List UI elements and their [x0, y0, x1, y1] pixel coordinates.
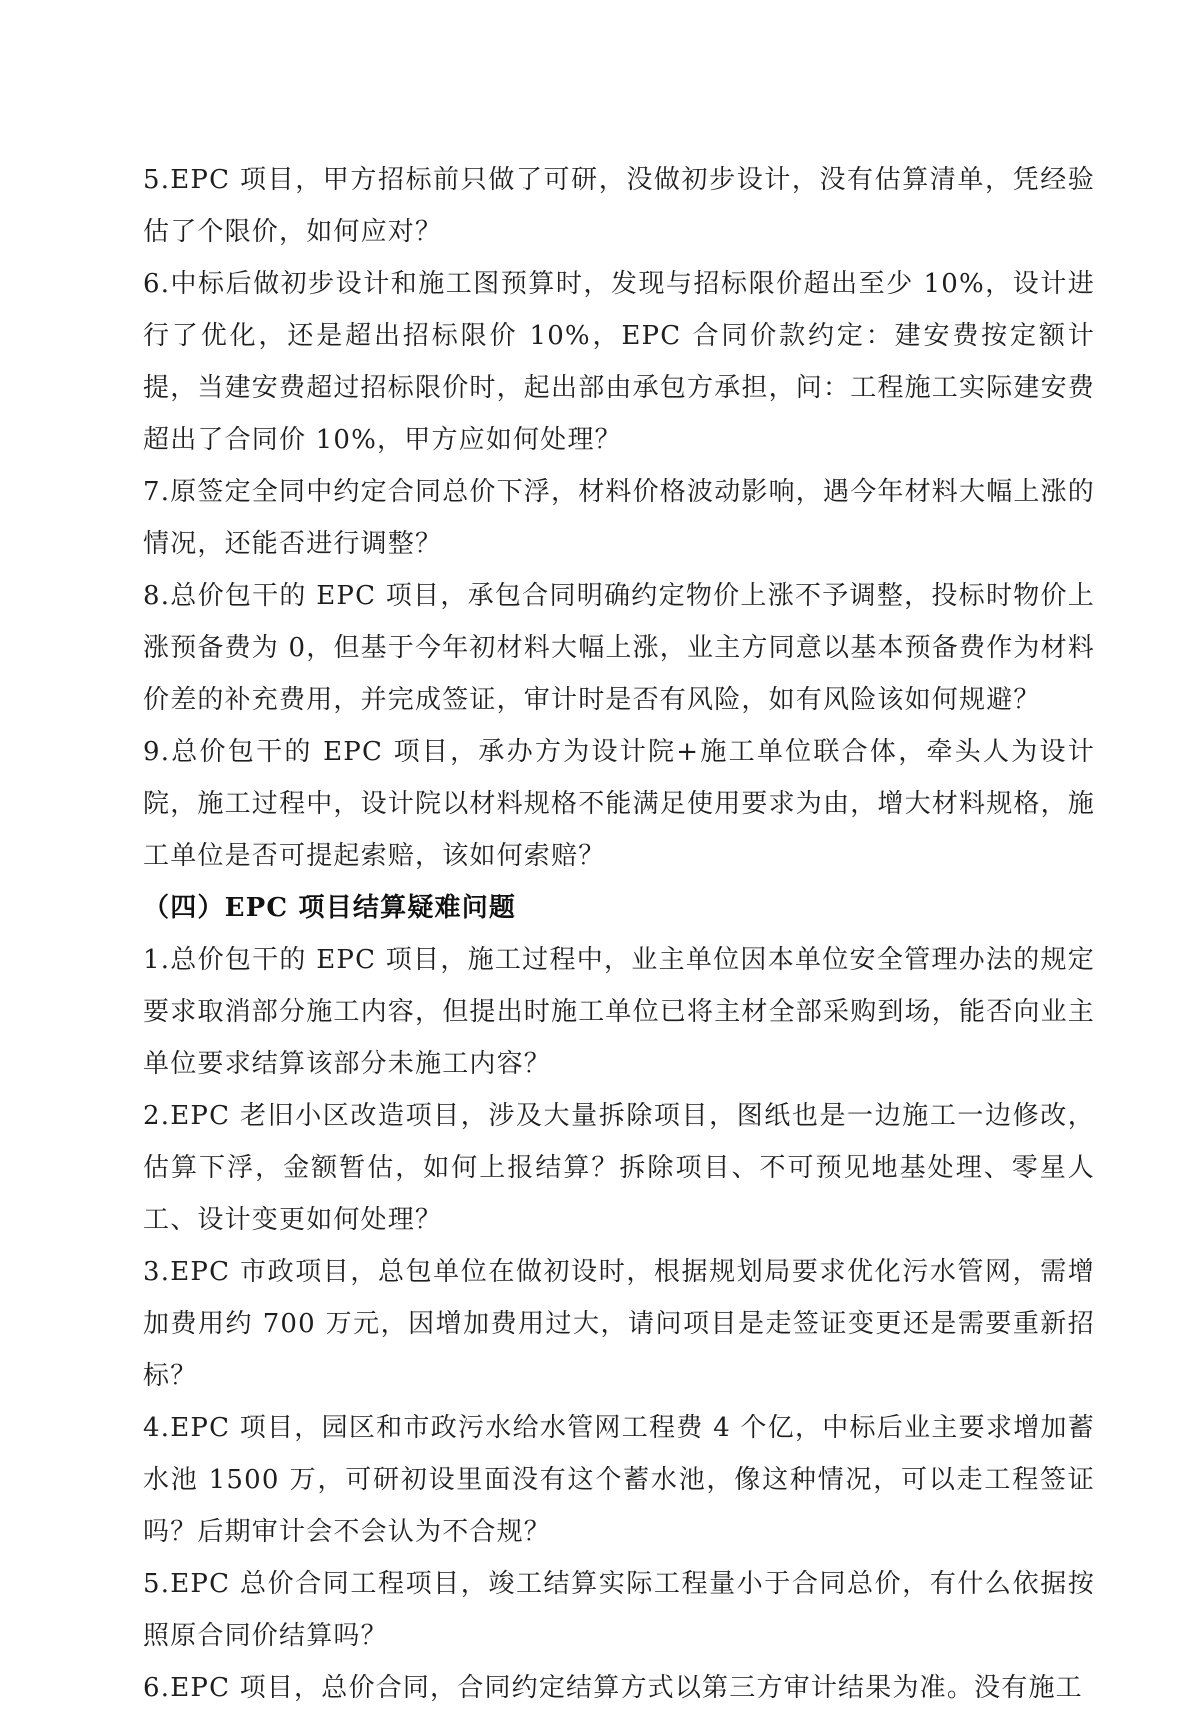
question-5-epc-limit-price: 5.EPC 项目，甲方招标前只做了可研，没做初步设计，没有估算清单，凭经验估了个限价，如何应对？ — [143, 165, 1095, 247]
document-body — [143, 154, 1095, 1714]
settlement-question-1: 1.总价包干的 EPC 项目，施工过程中，业主单位因本单位安全管理办法的规定要求取消部分施工内容，但提出时施工单位已将主材全部采购到场，能否向业主单位要求结算该部分未施工内容？ — [143, 945, 1096, 1079]
question-8-material-price-rise: 8.总价包干的 EPC 项目，承包合同明确约定物价上涨不予调整，投标时物价上涨预备费为 0，但基于今年初材料大幅上涨，业主方同意以基本预备费作为材料价差的补充费用，并完成签证，审计时是否有风险，如有风险该如何规避？ — [143, 581, 1096, 715]
settlement-question-2: 2.EPC 老旧小区改造项目，涉及大量拆除项目，图纸也是一边施工一边修改，估算下浮，金额暂估，如何上报结算？拆除项目、不可预见地基处理、零星人工、设计变更如何处理？ — [143, 1101, 1095, 1235]
question-7-price-adjustment: 7.原签定全同中约定合同总价下浮，材料价格波动影响，遇今年材料大幅上涨的情况，还能否进行调整？ — [143, 477, 1096, 559]
section-heading-settlement: （四）EPC 项目结算疑难问题 — [143, 893, 517, 923]
settlement-question-4: 4.EPC 项目，园区和市政污水给水管网工程费 4 个亿，中标后业主要求增加蓄水池 1500 万，可研初设里面没有这个蓄水池，像这种情况，可以走工程签证吗？后期审计会不会认为不合规？ — [143, 1413, 1095, 1547]
settlement-question-3: 3.EPC 市政项目，总包单位在做初设时，根据规划局要求优化污水管网，需增加费用约 700 万元，因增加费用过大，请问项目是走签证变更还是需要重新招标？ — [143, 1257, 1095, 1391]
question-9-consortium-claim: 9.总价包干的 EPC 项目，承办方为设计院+施工单位联合体，牵头人为设计院，施工过程中，设计院以材料规格不能满足使用要求为由，增大材料规格，施工单位是否可提起索赔，该如何索赔？ — [143, 737, 1096, 871]
settlement-question-5: 5.EPC 总价合同工程项目，竣工结算实际工程量小于合同总价，有什么依据按照原合同价结算吗？ — [143, 1569, 1095, 1651]
question-6-budget-overrun: 6.中标后做初步设计和施工图预算时，发现与招标限价超出至少 10%，设计进行了优化，还是超出招标限价 10%，EPC 合同价款约定：建安费按定额计提，当建安费超过招标限价时，起出部由承包方承担，问：工程施工实际建安费超出了合同价 10%，甲方应如何处理？ — [143, 269, 1096, 455]
settlement-question-6: 6.EPC 项目，总价合同，合同约定结算方式以第三方审计结果为准。没有施工 — [143, 1673, 1083, 1703]
